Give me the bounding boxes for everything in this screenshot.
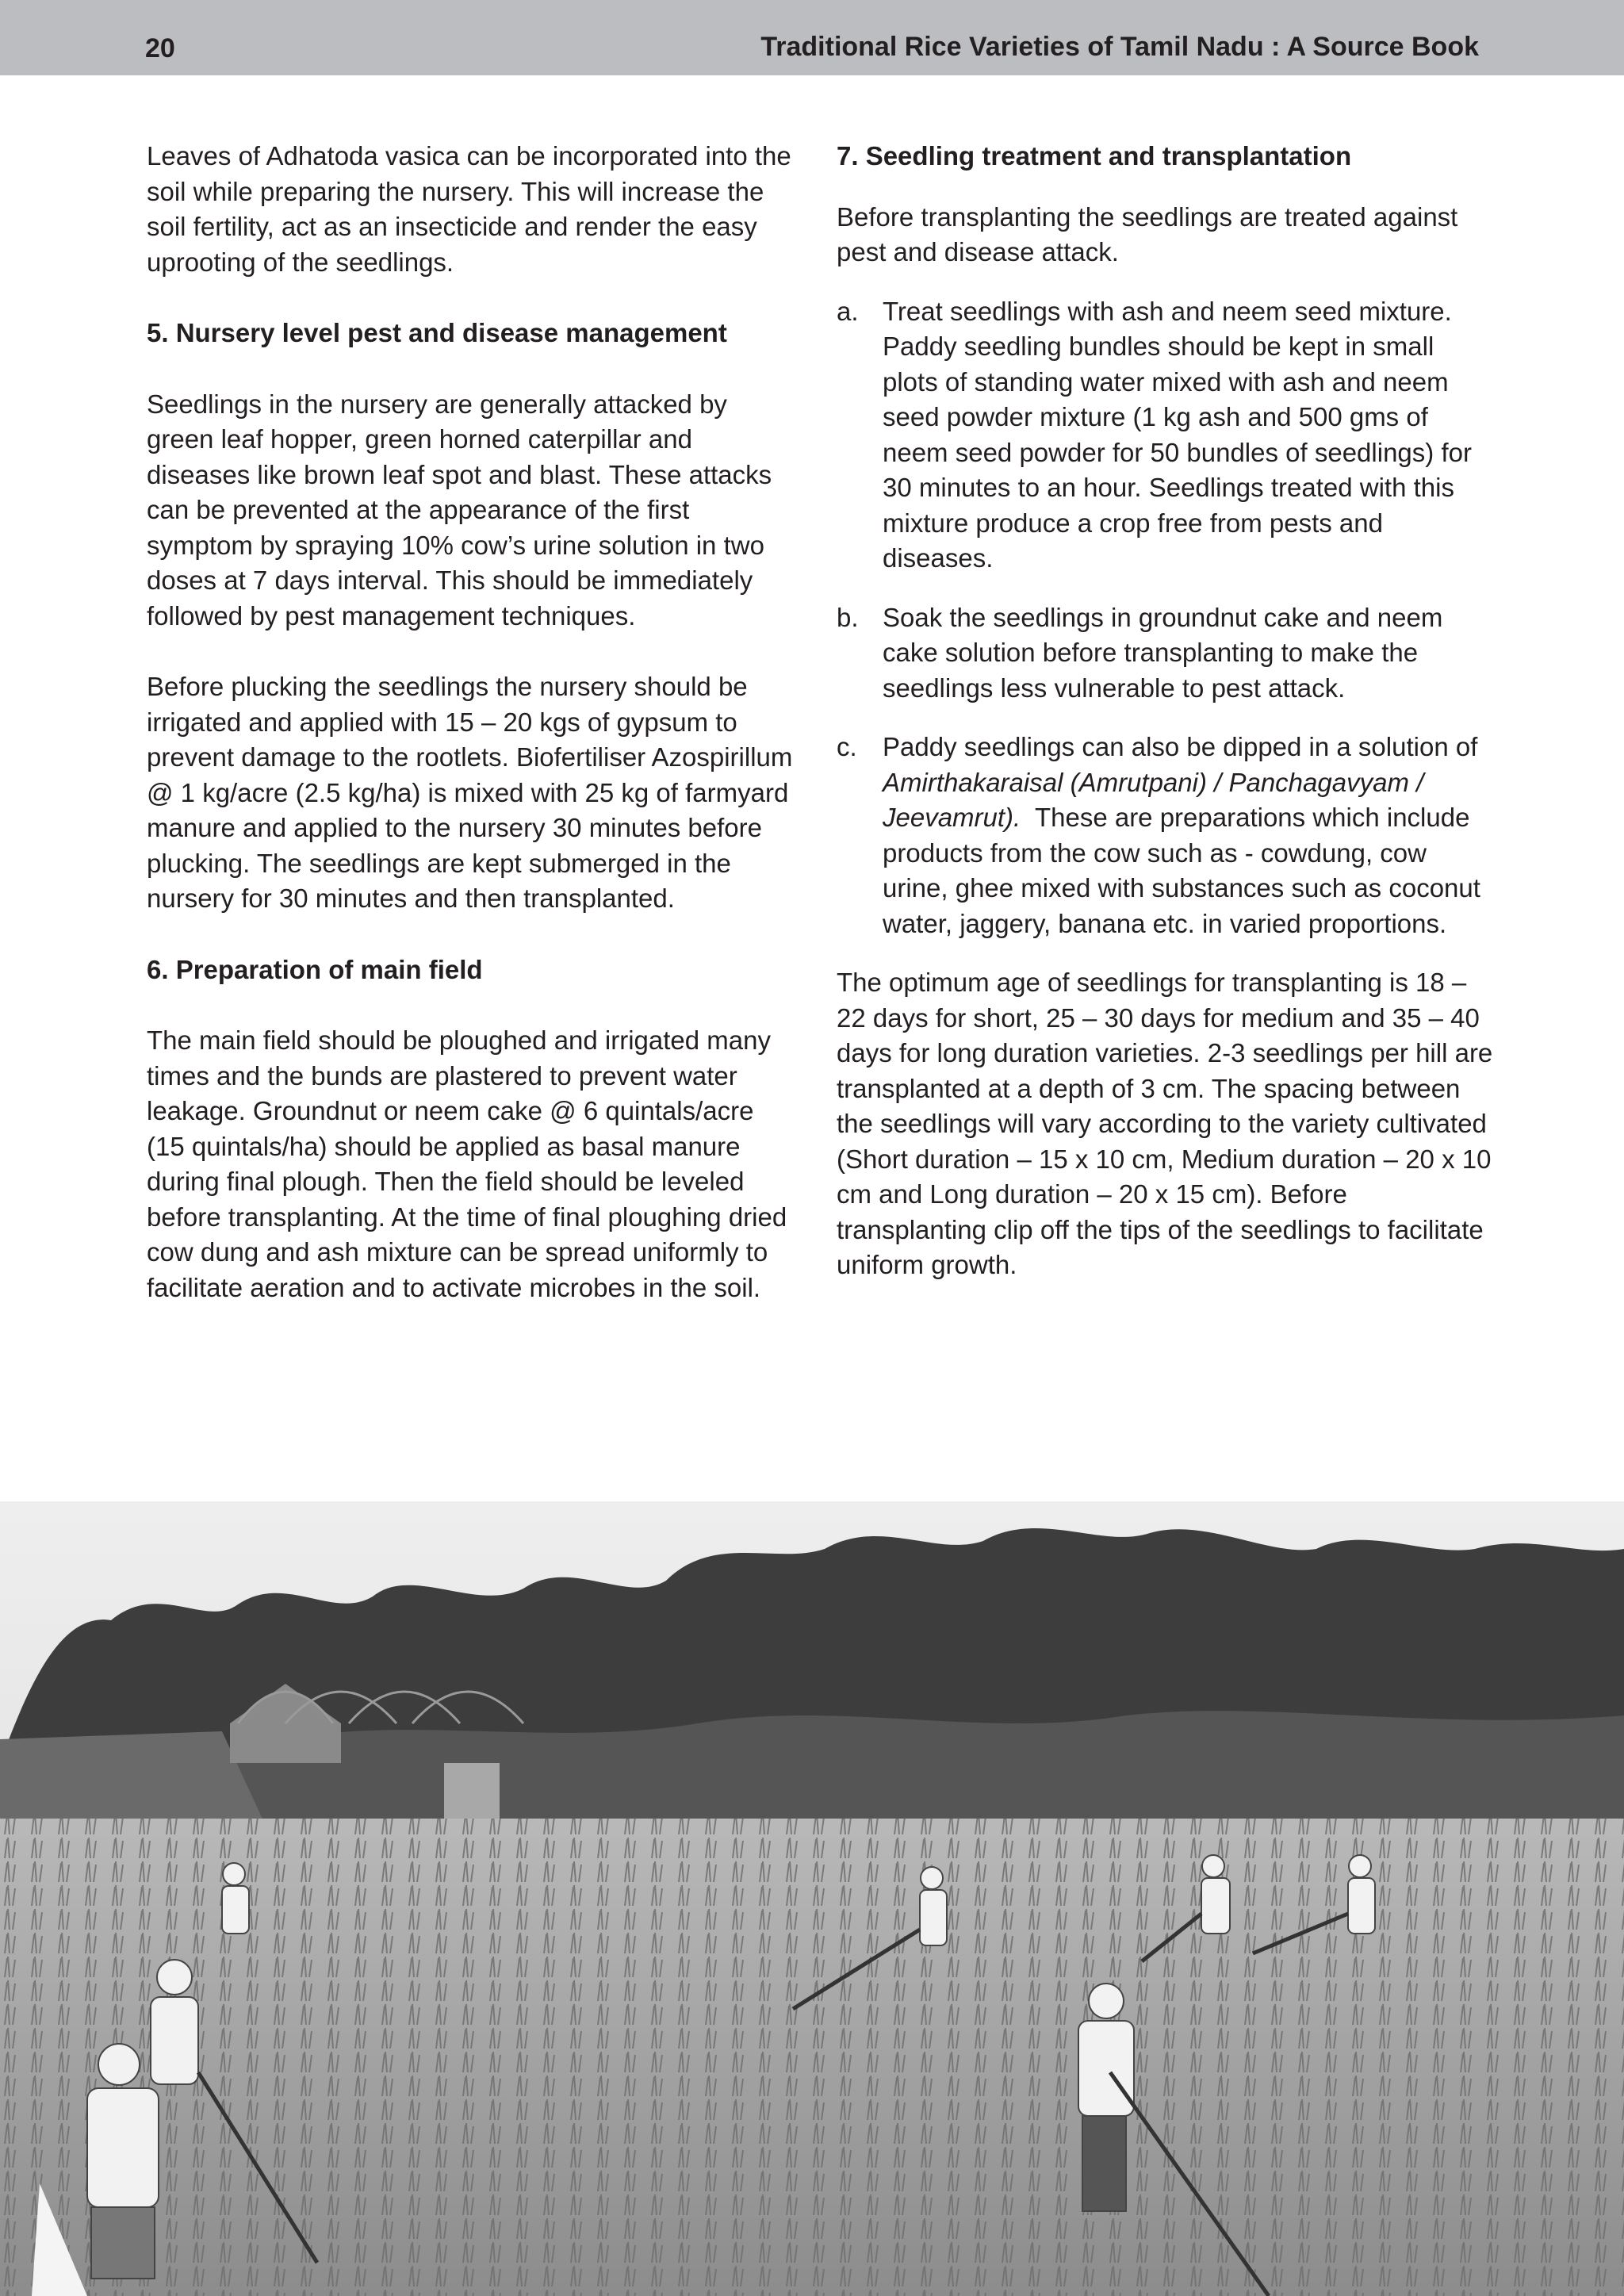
- page-header: [0, 0, 1624, 75]
- page-number: 20: [145, 33, 175, 63]
- section-5-paragraph-2: Before plucking the seedlings the nursery should be irrigated and applied with 15 – 20 kgs of gypsum to prevent damage to the rootlets. Biofertiliser Azospirillum @ 1 kg/acre (2.5 kg/ha) is mixed with 25 kg of farmyard manure and applied to the nursery 30 minutes before plucking. The seedlings are kept submerged in the nursery for 30 minutes and then transplanted.: [147, 672, 793, 913]
- list-item-text: Paddy seedlings can also be dipped in a solution of: [883, 732, 1478, 761]
- list-item: [837, 600, 1495, 707]
- section-7-heading: 7. Seedling treatment and transplantation: [837, 141, 1352, 171]
- section-7-intro: Before transplanting the seedlings are treated against pest and disease attack.: [837, 201, 1458, 266]
- intro-paragraph: Leaves of Adhatoda vasica can be incorporated into the soil while preparing the nursery. This will increase the soil fertility, act as an insecticide and render the easy uprooting of the seedlings.: [147, 141, 791, 277]
- photo-illustration: [0, 1501, 1624, 2296]
- list-item-text: These are preparations which include products from the cow such as - cowdung, cow urine, ghee mixed with substances such as coconut water, jaggery, banana etc. in varied proportions.: [883, 803, 1488, 938]
- section-5-heading: 5. Nursery level pest and disease management: [147, 318, 727, 347]
- running-title: Traditional Rice Varieties of Tamil Nadu : A Source Book: [760, 32, 1479, 62]
- list-item: [837, 294, 1495, 577]
- list-item-italic-text: Amirthakaraisal (Amrutpani) / Panchagavyam / Jeevamrut).: [883, 767, 1424, 832]
- left-column: [147, 139, 797, 1341]
- treatment-list: [837, 294, 1495, 942]
- section-5-paragraph-1: Seedlings in the nursery are generally attacked by green leaf hopper, green horned caterpillar and diseases like brown leaf spot and blast. These attacks can be prevented at the appearance of the first symptom by spraying 10% cow’s urine solution in two doses at 7 days interval. This should be immediately followed by pest management techniques.: [147, 389, 772, 631]
- list-item-text: Treat seedlings with ash and neem seed mixture. Paddy seedling bundles should be kept in small plots of standing water mixed with ash and neem seed powder mixture (1 kg ash and 500 gms of neem seed powder for 50 bundles of seedlings) for 30 minutes to an hour. Seedlings treated with this mixture produce a crop free from pests and diseases.: [883, 296, 1472, 573]
- list-item-text: Soak the seedlings in groundnut cake and neem cake solution before transplanting to make the seedlings less vulnerable to pest attack.: [883, 602, 1443, 703]
- section-6-paragraph: The main field should be ploughed and irrigated many times and the bunds are plastered to prevent water leakage. Groundnut or neem cake @ 6 quintals/acre (15 quintals/ha) should be applied as basal manure during final plough. Then the field should be leveled before transplanting. At the time of final ploughing dried cow dung and ash mixture can be spread uniformly to facilitate aeration and to activate microbes in the soil.: [147, 1025, 787, 1302]
- right-column: [837, 139, 1495, 1319]
- rice-field-photo: [0, 1501, 1624, 2296]
- list-item: [837, 730, 1495, 941]
- list-marker: a.: [837, 296, 859, 326]
- list-marker: b.: [837, 602, 859, 632]
- section-6-heading: 6. Preparation of main field: [147, 954, 483, 984]
- section-7-closing: The optimum age of seedlings for transplanting is 18 – 22 days for short, 25 – 30 days for medium and 35 – 40 days for long duration varieties. 2-3 seedlings per hill are transplanted at a depth of 3 cm. The spacing between the seedlings will vary according to the variety cultivated (Short duration – 15 x 10 cm, Medium duration – 20 x 10 cm and Long duration – 20 x 15 cm). Before transplanting clip off the tips of the seedlings to facilitate uniform growth.: [837, 968, 1493, 1279]
- list-marker: c.: [837, 732, 857, 761]
